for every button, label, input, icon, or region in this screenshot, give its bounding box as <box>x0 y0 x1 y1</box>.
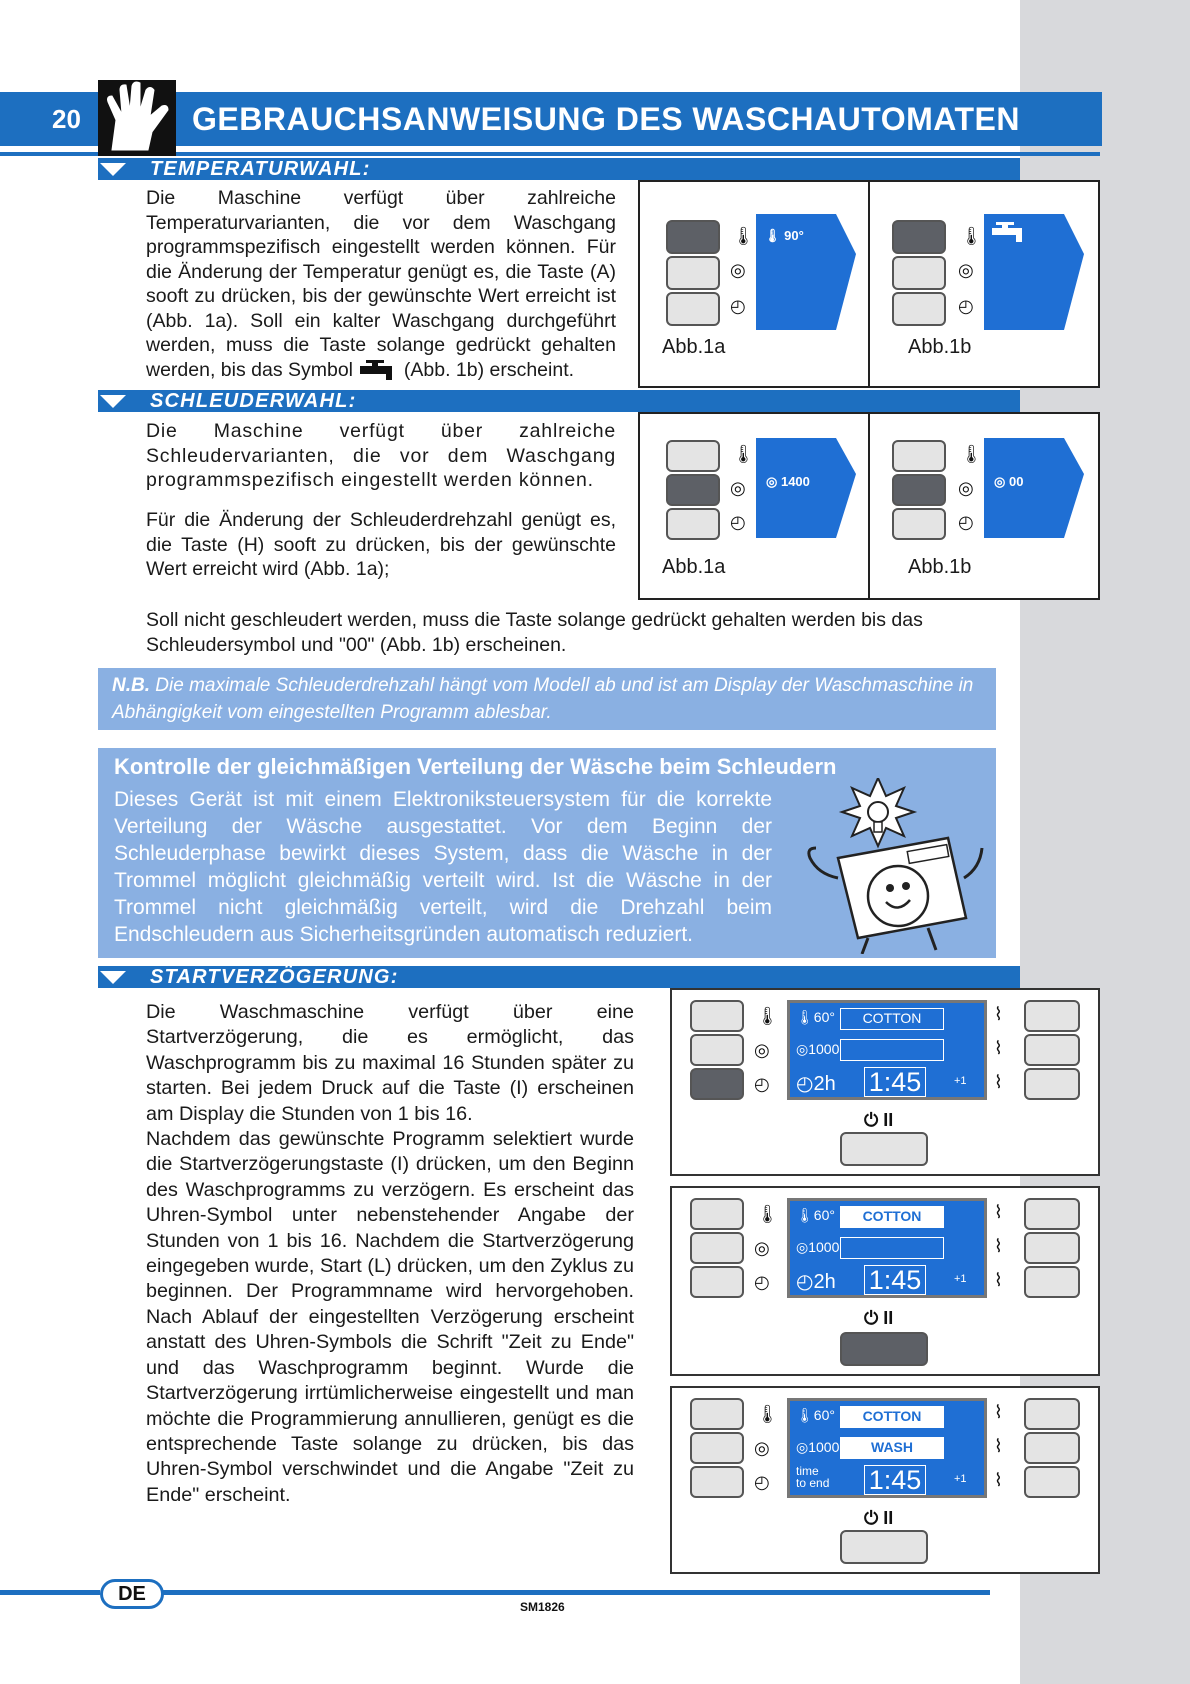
info-box-title: Kontrolle der gleichmäßigen Verteilung der Wäsche beim Schleudern <box>114 754 837 779</box>
delay-button[interactable] <box>892 508 946 540</box>
start-pause-label: ⏻ II <box>864 1308 894 1328</box>
figure-schleuder-1b <box>868 412 1100 600</box>
spin-spiral-icon: ◎ <box>754 1040 770 1060</box>
lcd-delay: ◴2h <box>796 1073 836 1095</box>
lcd-delay: ◴2h <box>796 1271 836 1293</box>
page-title: GEBRAUCHSANWEISUNG DES WASCHAUTOMATEN <box>192 101 1020 137</box>
spin-spiral-icon: ◎ <box>754 1238 770 1258</box>
thermometer-icon: 🌡 <box>732 444 755 464</box>
thermometer-icon: 🌡 <box>764 228 781 243</box>
footer-line <box>120 1590 990 1595</box>
lcd-time: 1:45 <box>864 1067 926 1097</box>
lcd-display <box>787 1000 987 1100</box>
lcd-program-field: COTTON <box>840 1008 944 1030</box>
hand-icon <box>98 80 176 156</box>
figure-caption: Abb.1b <box>908 336 972 358</box>
delay-button[interactable] <box>666 508 720 540</box>
lcd-temp: 🌡60° <box>796 1207 835 1223</box>
option-button-1[interactable] <box>1024 1000 1080 1032</box>
spin-spiral-icon: ◎ <box>958 260 974 280</box>
footer-line-left <box>0 1590 100 1595</box>
spin-spiral-icon: ◎ <box>994 474 1006 489</box>
schleuder-text-1: Die Maschine verfügt über zahlreiche Schleudervarianten, die vor dem Waschgang programmspezifisch eingestellt werden können. <box>146 420 616 491</box>
temperature-button[interactable] <box>690 1398 744 1430</box>
language-badge: DE <box>100 1579 164 1609</box>
lcd-spin-value: ◎ 1400 <box>766 474 810 489</box>
lcd-program-field: COTTON <box>840 1206 944 1228</box>
lcd-plus: +1 <box>954 1473 967 1485</box>
info-box-distribution <box>98 748 996 958</box>
clock-icon: ◴ <box>958 296 974 316</box>
spin-button[interactable] <box>690 1432 744 1464</box>
option-button-3[interactable] <box>1024 1466 1080 1498</box>
lcd-spin: ◎1000 <box>796 1439 840 1455</box>
lcd-phase-field <box>840 1039 944 1061</box>
temperature-button[interactable] <box>690 1000 744 1032</box>
clock-icon: ◴ <box>730 296 746 316</box>
clock-icon: ◴ <box>754 1472 770 1492</box>
option-button-3[interactable] <box>1024 1266 1080 1298</box>
delay-button[interactable] <box>690 1266 744 1298</box>
lcd-phase-field <box>840 1237 944 1259</box>
clock-icon: ◴ <box>958 512 974 532</box>
figure-caption: Abb.1a <box>662 556 726 578</box>
stain-icon: ⌇ <box>994 1038 1003 1058</box>
temperature-button[interactable] <box>666 440 720 472</box>
delay-button[interactable] <box>690 1466 744 1498</box>
temperatur-text: Die Maschine verfügt über zahlreiche Temperaturvarianten, die vor dem Waschgang programmspezifisch eingestellt werden können. Für die Änderung der Temperatur genügt es, die Taste (A) sooft zu drücken, bis der gewünschte Wert erreicht ist (Abb. 1a). Soll ein kalter Waschgang durchgeführt werden, muss die Taste solange gedrückt gehalten werden, bis das Symbol (Abb. 1b) erscheint. <box>146 187 616 381</box>
spin-spiral-icon: ◎ <box>754 1438 770 1458</box>
page-number: 20 <box>52 104 81 134</box>
document-code: SM1826 <box>520 1600 565 1614</box>
schleuder-text-3: Soll nicht geschleudert werden, muss die Taste solange gedrückt gehalten werden bis das Schleudersymbol und "00" (Abb. 1b) erscheinen. <box>146 609 923 656</box>
thermometer-icon: 🌡 <box>756 1404 779 1424</box>
figure-temperatur-1a <box>638 180 870 388</box>
lcd-plus: +1 <box>954 1273 967 1285</box>
spin-button[interactable] <box>666 256 720 290</box>
triangle-down-icon <box>100 163 126 176</box>
section-heading-schleuder: SCHLEUDERWAHL: <box>98 390 1020 412</box>
lcd-display <box>787 1198 987 1298</box>
spin-button[interactable] <box>690 1034 744 1066</box>
note-box <box>98 668 996 730</box>
figure-schleuder-1a <box>638 412 870 600</box>
lcd-temp: 🌡60° <box>796 1009 835 1025</box>
lcd-spin: ◎1000 <box>796 1239 840 1255</box>
section-heading-temperatur: TEMPERATURWAHL: <box>98 158 1020 180</box>
lcd-time-to-end: time to end <box>796 1464 830 1490</box>
delay-button[interactable] <box>666 292 720 326</box>
start-pause-button[interactable] <box>840 1132 928 1166</box>
lcd-program-field: COTTON <box>840 1406 944 1428</box>
washing-machine-mascot-icon <box>798 778 988 954</box>
temperature-button[interactable] <box>892 440 946 472</box>
triangle-down-icon <box>100 971 126 984</box>
prewash-icon: ⌇ <box>994 1402 1003 1422</box>
extra-rinse-icon: ⌇ <box>994 1072 1003 1092</box>
spin-spiral-icon: ◎ <box>730 478 746 498</box>
thermometer-icon: 🌡 <box>756 1204 779 1224</box>
clock-icon: ◴ <box>754 1272 770 1292</box>
lcd-phase-field: WASH <box>840 1437 944 1459</box>
lcd-spin-value: ◎ 00 <box>994 474 1024 489</box>
spin-button[interactable] <box>892 256 946 290</box>
extra-rinse-icon: ⌇ <box>994 1470 1003 1490</box>
lcd-spin: ◎1000 <box>796 1041 840 1057</box>
temperature-button[interactable] <box>666 220 720 254</box>
clock-icon: ◴ <box>754 1074 770 1094</box>
lcd-plus: +1 <box>954 1075 967 1087</box>
option-button-3[interactable] <box>1024 1068 1080 1100</box>
prewash-icon: ⌇ <box>994 1202 1003 1222</box>
thermometer-icon: 🌡 <box>960 226 983 246</box>
delay-button[interactable] <box>690 1068 744 1100</box>
lcd-time: 1:45 <box>864 1265 926 1295</box>
option-button-1[interactable] <box>1024 1398 1080 1430</box>
extra-rinse-icon: ⌇ <box>994 1270 1003 1290</box>
lcd-time: 1:45 <box>864 1465 926 1495</box>
temperature-button[interactable] <box>892 220 946 254</box>
stain-icon: ⌇ <box>994 1436 1003 1456</box>
thermometer-icon: 🌡 <box>732 226 755 246</box>
cold-tap-icon <box>990 222 1026 242</box>
prewash-icon: ⌇ <box>994 1004 1003 1024</box>
option-button-2[interactable] <box>1024 1432 1080 1464</box>
control-panel-3 <box>670 1386 1100 1574</box>
info-box-text: Dieses Gerät ist mit einem Elektroniksteuersystem für die korrekte Verteilung der Wäsche ausgestattet. Vor dem Beginn der Schleuderphase bewirkt dieses System, dass die Wäsche in der Trommel möglicht gleichmäßig verteilt wird. Ist die Wäsche in der Trommel nicht gleichmäßig verteilt, wird die Drehzahl beim Endschleudern aus Sicherheitsgründen automatisch reduziert. <box>114 788 772 946</box>
option-button-2[interactable] <box>1024 1232 1080 1264</box>
spin-spiral-icon: ◎ <box>730 260 746 280</box>
spin-spiral-icon: ◎ <box>958 478 974 498</box>
stain-icon: ⌇ <box>994 1236 1003 1256</box>
note-text: Die maximale Schleuderdrehzahl hängt vom Modell ab und ist am Display der Waschmaschine in Abhängigkeit vom eingestellten Programm ablesbar. <box>112 675 974 723</box>
lcd-temperature-value: 🌡 90° <box>764 228 804 243</box>
lcd-temp: 🌡60° <box>796 1407 835 1423</box>
schleuder-text-2: Für die Änderung der Schleuderdrehzahl genügt es, die Taste (H) sooft zu drücken, bis der gewünschte Wert erreicht wird (Abb. 1a); <box>146 509 616 580</box>
startverzoegerung-text: Die Waschmaschine verfügt über eine Startverzögerung, die es ermöglicht, das Waschprogramm bis zu maximal 16 Stunden später zu starten. Bei jedem Druck auf die Taste (I) erscheinen am Display die Stunden von 1 bis 16. Nachdem das gewünschte Programm selektiert wurde die Startverzögerungstaste (I) drücken, um den Beginn des Waschprogramms zu verzögern. Es erscheint das Uhren-Symbol unter nebenstehender Angabe der Stunden von 1 bis 16. Nachdem die Startverzögerung eingegeben wurde, Start (L) drücken, um den Zyklus zu beginnen. Der Programmname wird hervorgehoben. Nach Ablauf der eingestellten Verzögerung erscheint anstatt des Uhren-Symbols die Schrift "Zeit zu Ende" und das Waschprogramm beginnt. Wurde die Startverzögerung irrtümlicherweise eingestellt und man möchte die Programmierung annullieren, genügt es die entsprechende Taste solange zu drücken, bis das Uhren-Symbol verschwindet und die Angabe "Zeit zu Ende" erscheint. <box>146 1001 634 1506</box>
spin-button[interactable] <box>892 474 946 506</box>
figure-temperatur-1b <box>868 180 1100 388</box>
start-pause-button[interactable] <box>840 1530 928 1564</box>
control-panel-1 <box>670 988 1100 1176</box>
clock-icon: ◴ <box>730 512 746 532</box>
triangle-down-icon <box>100 395 126 408</box>
thermometer-icon: 🌡 <box>960 444 983 464</box>
start-pause-label: ⏻ II <box>864 1508 894 1528</box>
lcd-display <box>787 1398 987 1498</box>
option-button-2[interactable] <box>1024 1034 1080 1066</box>
delay-button[interactable] <box>892 292 946 326</box>
figure-caption: Abb.1b <box>908 556 972 578</box>
start-pause-button[interactable] <box>840 1332 928 1366</box>
start-pause-label: ⏻ II <box>864 1110 894 1130</box>
cold-tap-icon <box>358 360 398 380</box>
option-button-1[interactable] <box>1024 1198 1080 1230</box>
figure-caption: Abb.1a <box>662 336 726 358</box>
spin-spiral-icon: ◎ <box>766 474 778 489</box>
control-panel-2 <box>670 1186 1100 1376</box>
section-heading-startverzoegerung: STARTVERZÖGERUNG: <box>98 966 1020 988</box>
spin-button[interactable] <box>666 474 720 506</box>
spin-button[interactable] <box>690 1232 744 1264</box>
thermometer-icon: 🌡 <box>756 1006 779 1026</box>
note-label: N.B. <box>112 675 150 696</box>
temperature-button[interactable] <box>690 1198 744 1230</box>
